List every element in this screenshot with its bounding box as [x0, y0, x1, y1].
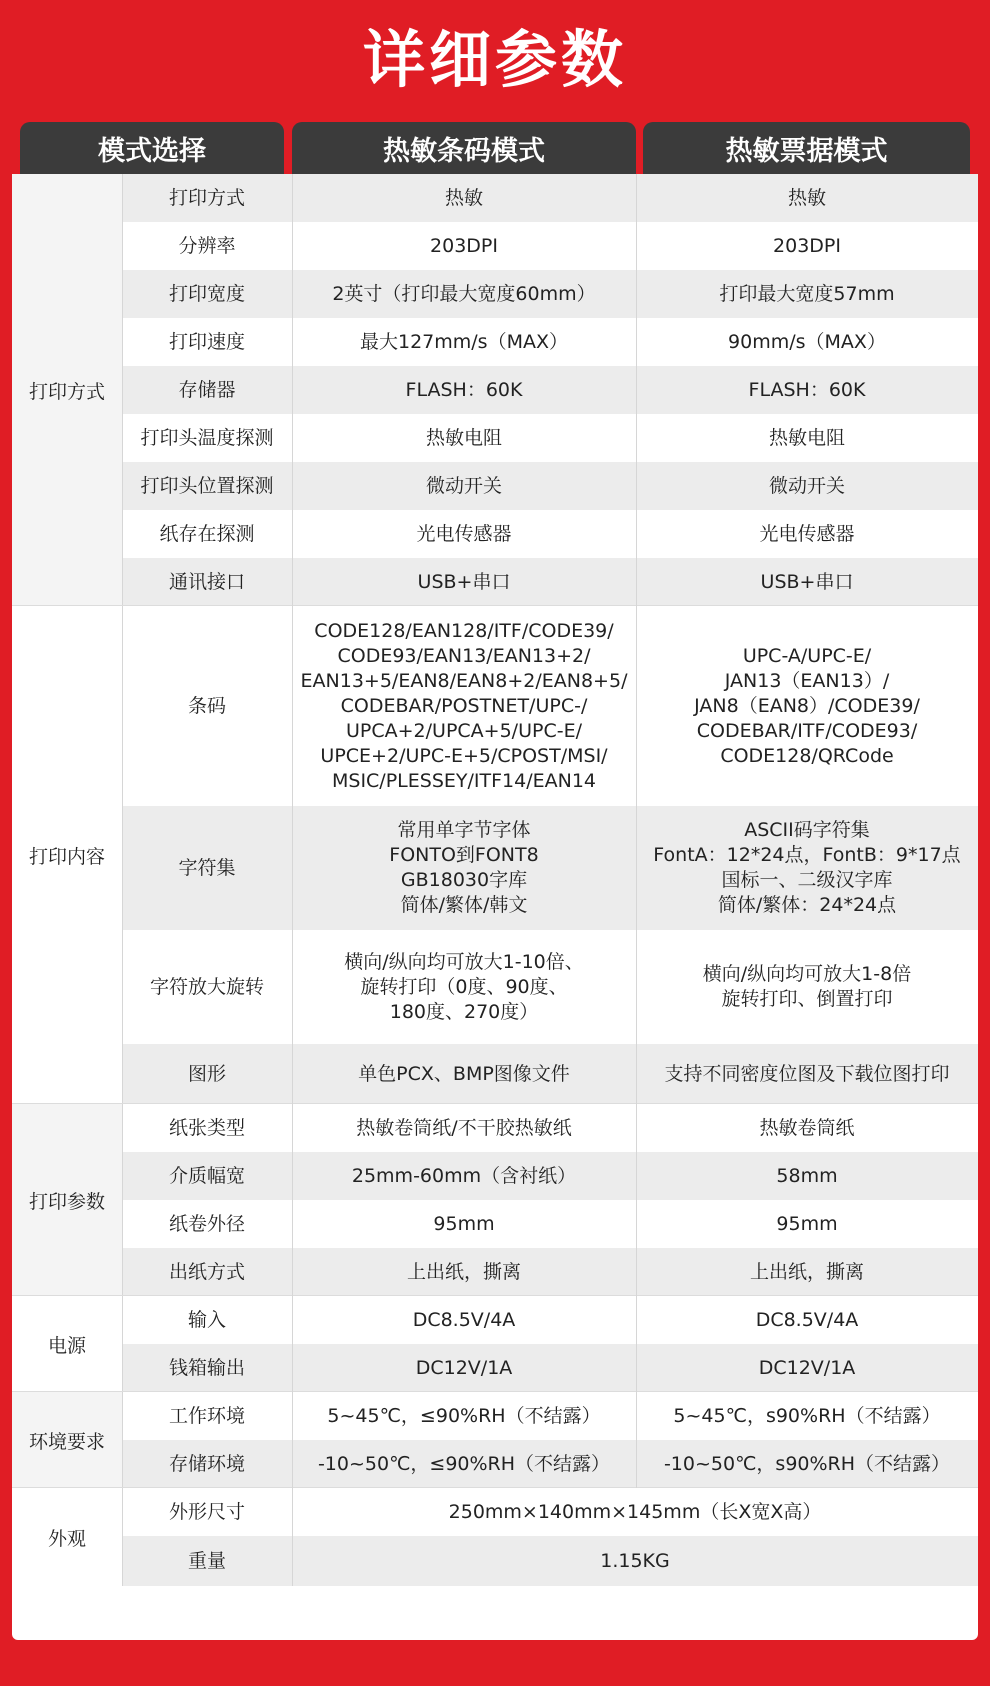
spec-value-receipt: 光电传感器 [759, 522, 855, 545]
spec-label: 通讯接口 [168, 570, 245, 593]
spec-label: 外形尺寸 [168, 1500, 245, 1523]
spec-value-receipt: 热敏卷筒纸 [759, 1116, 855, 1139]
spec-value-both: 250mm×140mm×145mm（长X宽X高） [448, 1500, 822, 1523]
spec-value-barcode: 上出纸，撕离 [406, 1260, 521, 1283]
spec-value-barcode: 常用单字节字体 FONTO到FONT8 GB18030字库 简体/繁体/韩文 [389, 819, 539, 916]
spec-value-barcode: 25mm-60mm（含衬纸） [351, 1164, 577, 1187]
header-mode: 模式选择 [20, 122, 284, 174]
page-title: 详细参数 [362, 23, 627, 96]
spec-value-receipt: 上出纸，撕离 [749, 1260, 864, 1283]
spec-label: 打印头温度探测 [140, 426, 274, 449]
spec-value-barcode: 横向/纵向均可放大1-10倍、 旋转打印（0度、90度、 180度、270度） [344, 950, 584, 1023]
spec-label: 纸张类型 [168, 1116, 245, 1139]
spec-value-barcode: -10~50℃，≤90%RH（不结露） [317, 1452, 611, 1475]
spec-value-receipt: USB+串口 [760, 570, 854, 593]
spec-label: 字符放大旋转 [149, 975, 264, 998]
spec-value-receipt: 打印最大宽度57mm [719, 282, 895, 305]
spec-row [122, 1200, 978, 1248]
spec-value-barcode: DC12V/1A [415, 1356, 513, 1379]
spec-value-receipt: 支持不同密度位图及下载位图打印 [664, 1062, 950, 1085]
spec-row [122, 1392, 978, 1440]
spec-row [122, 1248, 978, 1296]
spec-label: 条码 [187, 694, 226, 717]
spec-group-label: 外观 [12, 1488, 123, 1586]
spec-label: 打印方式 [168, 186, 245, 209]
spec-value-barcode: 热敏卷筒纸/不干胶热敏纸 [356, 1116, 572, 1139]
spec-value-barcode: 5~45℃，≤90%RH（不结露） [327, 1404, 601, 1427]
spec-label: 打印头位置探测 [140, 474, 274, 497]
spec-group-label: 环境要求 [12, 1392, 123, 1488]
spec-row [122, 806, 978, 930]
spec-value-barcode: 2英寸（打印最大宽度60mm） [332, 282, 596, 305]
spec-value-receipt: -10~50℃，s90%RH（不结露） [663, 1452, 951, 1475]
spec-value-receipt: DC8.5V/4A [755, 1308, 859, 1331]
spec-value-receipt: 5~45℃，s90%RH（不结露） [673, 1404, 941, 1427]
spec-row [122, 222, 978, 270]
spec-value-barcode: 95mm [433, 1212, 495, 1235]
spec-value-receipt: UPC-A/UPC-E/ JAN13（EAN13）/ JAN8（EAN8）/CODE39/ CODEBAR/ITF/CODE93/ CODE128/QRCode [694, 644, 920, 767]
spec-value-receipt: 95mm [776, 1212, 838, 1235]
spec-row [122, 1104, 978, 1152]
spec-group-label: 打印方式 [12, 174, 123, 606]
spec-label: 纸卷外径 [168, 1212, 245, 1235]
spec-row [122, 1044, 978, 1104]
spec-value-barcode: 微动开关 [425, 474, 502, 497]
spec-value-receipt: 90mm/s（MAX） [728, 330, 886, 353]
spec-label: 字符集 [178, 856, 236, 879]
spec-group-label: 打印参数 [12, 1104, 123, 1296]
spec-row [122, 1344, 978, 1392]
spec-row [122, 318, 978, 366]
spec-row [122, 1536, 978, 1586]
spec-label: 输入 [187, 1308, 226, 1331]
spec-row [122, 174, 978, 222]
spec-row [122, 1440, 978, 1488]
spec-value-barcode: DC8.5V/4A [412, 1308, 516, 1331]
spec-value-barcode: 热敏电阻 [425, 426, 502, 449]
spec-label: 图形 [187, 1062, 226, 1085]
spec-row [122, 510, 978, 558]
spec-value-receipt: 微动开关 [768, 474, 845, 497]
column-divider [292, 174, 293, 1586]
spec-value-receipt: DC12V/1A [758, 1356, 856, 1379]
spec-label: 纸存在探测 [159, 522, 255, 545]
spec-label: 打印速度 [168, 330, 245, 353]
spec-row [122, 414, 978, 462]
spec-row [122, 558, 978, 606]
spec-value-barcode: 最大127mm/s（MAX） [360, 330, 568, 353]
spec-value-barcode: FLASH：60K [405, 378, 523, 401]
spec-row [122, 462, 978, 510]
spec-row [122, 366, 978, 414]
spec-label: 出纸方式 [168, 1260, 245, 1283]
spec-value-receipt: 203DPI [773, 234, 841, 257]
spec-value-receipt: 热敏 [787, 186, 826, 209]
header-receipt-mode: 热敏票据模式 [643, 122, 970, 174]
spec-value-barcode: 203DPI [430, 234, 498, 257]
spec-value-barcode: 单色PCX、BMP图像文件 [358, 1062, 570, 1085]
spec-label: 存储器 [178, 378, 236, 401]
spec-row [122, 1296, 978, 1344]
header-barcode-mode: 热敏条码模式 [292, 122, 636, 174]
spec-value-receipt: 58mm [776, 1164, 838, 1187]
spec-value-receipt: ASCII码字符集 FontA：12*24点，FontB：9*17点 国标一、二级汉字库 简体/繁体：24*24点 [653, 819, 961, 916]
spec-row [122, 1152, 978, 1200]
spec-group-label: 打印内容 [12, 606, 123, 1104]
spec-label: 存储环境 [168, 1452, 245, 1475]
spec-label: 工作环境 [168, 1404, 245, 1427]
spec-row [122, 930, 978, 1044]
spec-label: 分辨率 [178, 234, 236, 257]
spec-value-barcode: CODE128/EAN128/ITF/CODE39/ CODE93/EAN13/EAN13+2/ EAN13+5/EAN8/EAN8+2/EAN8+5/ CODEBAR/POSTNET/UPC-/ UPCA+2/UPCA+5/UPC-E/ UPCE+2/UPC-E+5/CPOST/MSI/ MSIC/PLESSEY/ITF14/EAN14 [300, 619, 628, 792]
spec-value-barcode: USB+串口 [417, 570, 511, 593]
spec-value-receipt: FLASH：60K [748, 378, 866, 401]
spec-value-barcode: 光电传感器 [416, 522, 512, 545]
spec-row [122, 1488, 978, 1536]
column-divider [636, 174, 637, 1488]
spec-value-barcode: 热敏 [444, 186, 483, 209]
spec-group-label: 电源 [12, 1296, 123, 1392]
spec-value-both: 1.15KG [600, 1549, 670, 1572]
spec-label: 重量 [187, 1549, 226, 1572]
spec-value-receipt: 横向/纵向均可放大1-8倍 旋转打印、倒置打印 [702, 963, 912, 1010]
spec-table [12, 174, 978, 1640]
spec-label: 打印宽度 [168, 282, 245, 305]
spec-value-receipt: 热敏电阻 [768, 426, 845, 449]
spec-label: 钱箱输出 [168, 1356, 245, 1379]
spec-label: 介质幅宽 [168, 1164, 245, 1187]
spec-row [122, 270, 978, 318]
spec-row [122, 606, 978, 806]
